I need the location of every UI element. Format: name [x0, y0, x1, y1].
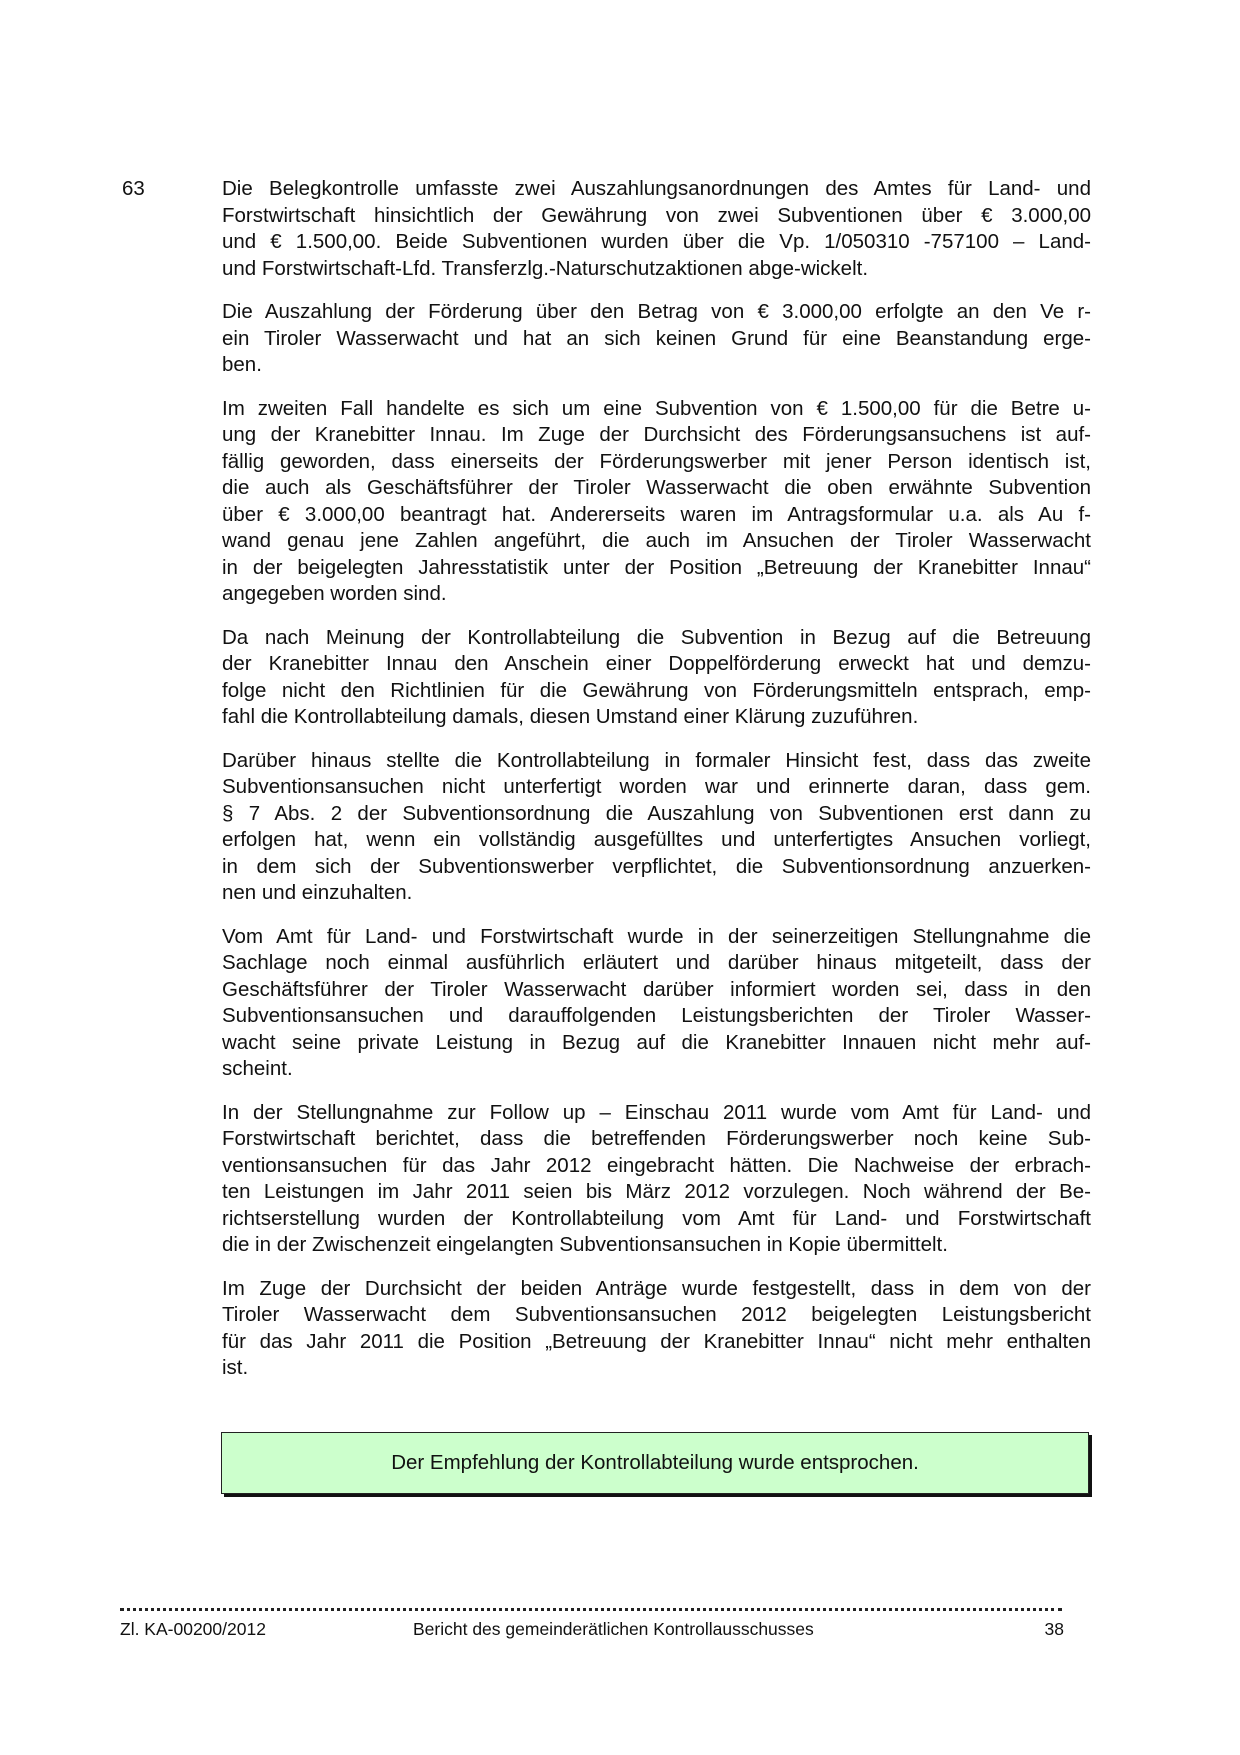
text-line: Forstwirtschaft hinsichtlich der Gewährung von zwei Subventionen über € 3.000,00 [222, 203, 1091, 227]
text-line: fahl die Kontrollabteilung damals, diesen Umstand einer Klärung zuzuführen. [222, 705, 919, 728]
text-line: Vom Amt für Land- und Forstwirtschaft wurde in der seinerzeitigen Stellungnahme die [222, 924, 1091, 948]
text-line: wand genau jene Zahlen angeführt, die auch im Ansuchen der Tiroler Wasserwacht [222, 529, 1091, 552]
text-line: angegeben worden sind. [222, 582, 447, 605]
text-line: ung der Kranebitter Innau. Im Zuge der Durchsicht des Förderungsansuchens ist auf- [222, 423, 1091, 446]
section-number: 63 [122, 177, 145, 200]
text-line: die auch als Geschäftsführer der Tiroler Wasserwacht die oben erwähnte Subvention [222, 476, 1091, 499]
text-line: ventionsansuchen für das Jahr 2012 eingebracht hätten. Die Nachweise der erbrach- [222, 1153, 1091, 1177]
text-line: fällig geworden, dass einerseits der Förderungswerber mit jener Person identisch ist, [222, 449, 1091, 473]
text-line: scheint. [222, 1057, 293, 1080]
paragraph-2 [222, 299, 1091, 379]
text-line: Tiroler Wasserwacht dem Subventionsansuchen 2012 beigelegten Leistungsbericht [222, 1303, 1091, 1326]
text-line: Darüber hinaus stellte die Kontrollabteilung in formaler Hinsicht fest, dass das zweite [222, 748, 1091, 772]
section-body [222, 176, 1091, 1399]
paragraph-1 [222, 176, 1091, 282]
text-line: wacht seine private Leistung in Bezug auf die Kranebitter Innauen nicht mehr auf- [222, 1030, 1091, 1054]
text-line: folge nicht den Richtlinien für die Gewährung von Förderungsmitteln entsprach, emp- [222, 678, 1091, 702]
text-line: ist. [222, 1356, 249, 1379]
text-line: Die Belegkontrolle umfasste zwei Auszahlungsanordnungen des Amtes für Land- und [222, 177, 1091, 200]
text-line: Geschäftsführer der Tiroler Wasserwacht darüber informiert worden sei, dass in den [222, 977, 1091, 1001]
paragraph-6 [222, 924, 1091, 1083]
text-line: für das Jahr 2011 die Position „Betreuung der Kranebitter Innau“ nicht mehr enthalten [222, 1329, 1091, 1353]
text-line: richtserstellung wurden der Kontrollabteilung vom Amt für Land- und Forstwirtschaft [222, 1206, 1091, 1230]
text-line: Im Zuge der Durchsicht der beiden Anträge wurde festgestellt, dass in dem von der [222, 1276, 1091, 1300]
text-line: der Kranebitter Innau den Anschein einer Doppelförderung erweckt hat und demzu- [222, 652, 1091, 675]
text-line: § 7 Abs. 2 der Subventionsordnung die Auszahlung von Subventionen erst dann zu [222, 801, 1091, 825]
text-line: ein Tiroler Wasserwacht und hat an sich keinen Grund für eine Beanstandung erge- [222, 326, 1091, 350]
text-line: In der Stellungnahme zur Follow up – Einschau 2011 wurde vom Amt für Land- und [222, 1100, 1091, 1124]
page-number: 38 [1044, 1619, 1064, 1639]
footer-divider [120, 1608, 1062, 1611]
paragraph-3 [222, 396, 1091, 608]
text-line: in der beigelegten Jahresstatistik unter der Position „Betreuung der Kranebitter Innau“ [222, 555, 1091, 579]
footer-reference-number: Zl. KA-00200/2012 [120, 1619, 266, 1639]
page-footer [120, 1618, 1064, 1642]
text-line: über € 3.000,00 beantragt hat. Andererseits waren im Antragsformular u.a. als Au f- [222, 502, 1091, 526]
text-line: Sachlage noch einmal ausführlich erläutert und darüber hinaus mitgeteilt, dass der [222, 951, 1091, 974]
text-line: Forstwirtschaft berichtet, dass die betreffenden Förderungswerber noch keine Sub- [222, 1127, 1091, 1150]
recommendation-status-text: Der Empfehlung der Kontrollabteilung wurde entsprochen. [391, 1451, 919, 1474]
paragraph-5 [222, 748, 1091, 907]
text-line: und € 1.500,00. Beide Subventionen wurden über die Vp. 1/050310 -757100 – Land- [222, 230, 1091, 253]
text-line: ben. [222, 353, 262, 376]
text-line: die in der Zwischenzeit eingelangten Subventionsansuchen in Kopie übermittelt. [222, 1233, 948, 1256]
recommendation-status-box [221, 1432, 1089, 1494]
text-line: Die Auszahlung der Förderung über den Betrag von € 3.000,00 erfolgte an den Ve r- [222, 300, 1091, 323]
paragraph-8 [222, 1276, 1091, 1382]
text-line: nen und einzuhalten. [222, 881, 413, 904]
text-line: Im zweiten Fall handelte es sich um eine Subvention von € 1.500,00 für die Betre u- [222, 396, 1091, 420]
text-line: erfolgen hat, wenn ein vollständig ausgefülltes und unterfertigtes Ansuchen vorliegt, [222, 828, 1091, 851]
footer-report-title: Bericht des gemeinderätlichen Kontrollausschusses [413, 1619, 814, 1639]
paragraph-7 [222, 1100, 1091, 1259]
text-line: und Forstwirtschaft-Lfd. Transferzlg.-Naturschutzaktionen abge-wickelt. [222, 256, 869, 280]
text-line: ten Leistungen im Jahr 2011 seien bis März 2012 vorzulegen. Noch während der Be- [222, 1180, 1091, 1203]
paragraph-4 [222, 625, 1091, 731]
text-line: Da nach Meinung der Kontrollabteilung die Subvention in Bezug auf die Betreuung [222, 625, 1091, 649]
text-line: Subventionsansuchen und darauffolgenden Leistungsberichten der Tiroler Wasser- [222, 1004, 1091, 1027]
text-line: in dem sich der Subventionswerber verpflichtet, die Subventionsordnung anzuerken- [222, 854, 1091, 878]
text-line: Subventionsansuchen nicht unterfertigt worden war und erinnerte daran, dass gem. [222, 775, 1091, 798]
